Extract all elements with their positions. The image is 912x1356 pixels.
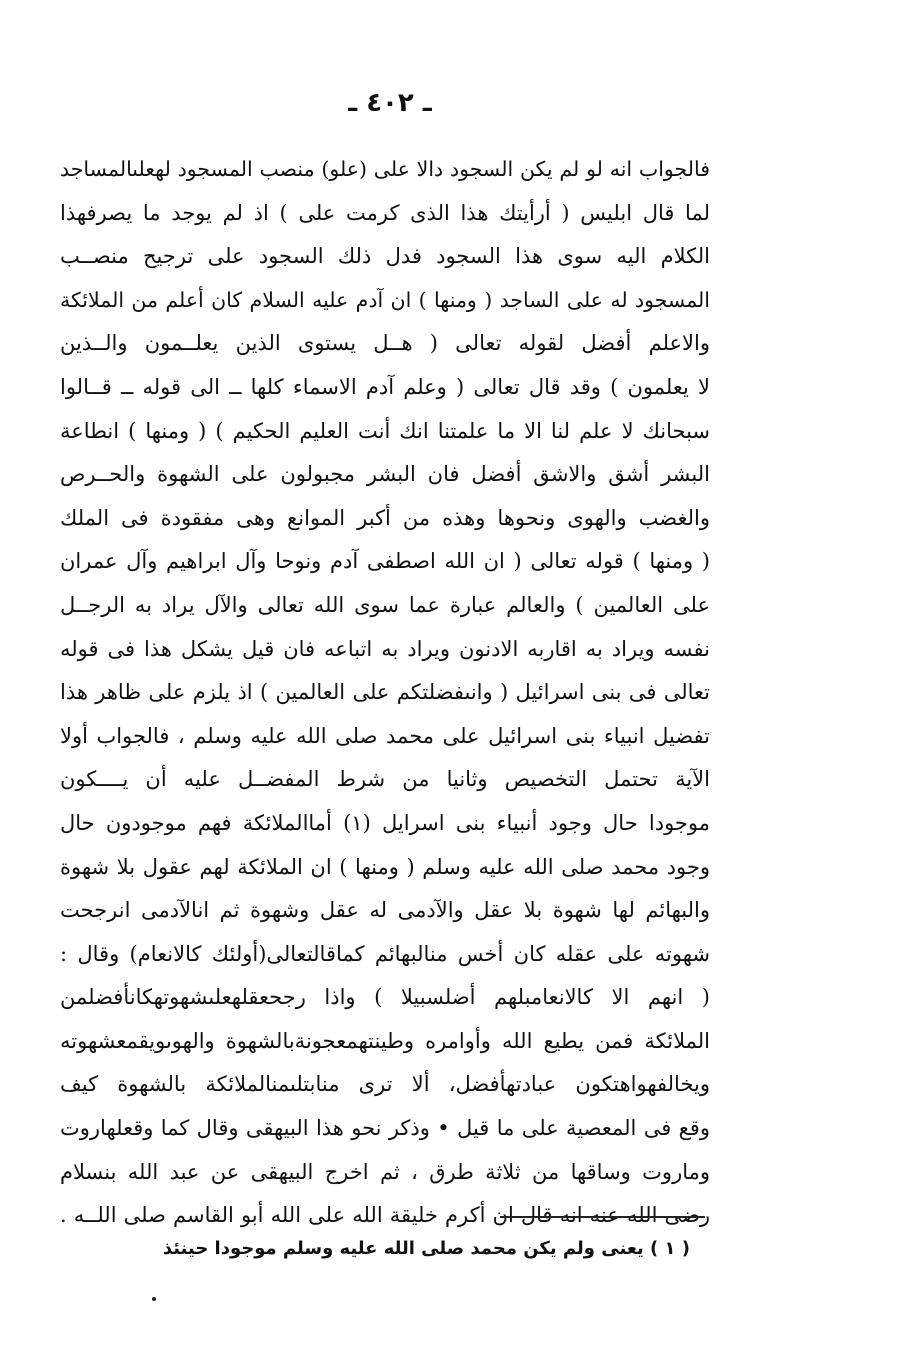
ink-speck	[152, 1297, 156, 1301]
footnote-divider	[500, 1216, 705, 1218]
text-line: على العالمين ) والعالم عبارة عما سوى الله تعالى والآل يراد به الرجــل	[60, 592, 710, 617]
body-text	[60, 148, 710, 1238]
text-line: وماروت وساقها من ثلاثة طرق ، ثم اخرج البيهقى عن عبد الله بنسلام	[60, 1159, 710, 1184]
text-line: وجود محمد صلى الله عليه وسلم ( ومنها ) ان الملائكة لهم عقول بلا شهوة	[60, 854, 710, 879]
page-number: ـ ٤٠٢ ـ	[348, 88, 432, 118]
text-line: سبحانك لا علم لنا الا ما علمتنا انك أنت العليم الحكيم ) ( ومنها ) انطاعة	[60, 418, 710, 443]
text-line: فالجواب انه لو لم يكن السجود دالا على (علو) منصب المسجود لهعلىالمساجد	[60, 157, 710, 181]
text-line: لما قال ابليس ( أرأيتك هذا الذى كرمت على ) اذ لم يوجد ما يصرفهذا	[60, 200, 710, 225]
text-line: رضى الله عنه انه قال ان أكرم خليقة الله على الله أبو القاسم صلى اللــه .	[60, 1203, 710, 1228]
text-line: تعالى فى بنى اسرائيل ( وانىفضلتكم على العالمين ) اذ يلزم على ظاهر هذا	[60, 680, 710, 705]
text-line: موجودا حال وجود أنبياء بنى اسرايل (١) أماالملائكة فهم موجودون حال	[60, 810, 710, 835]
text-line: والاعلم أفضل لقوله تعالى ( هــل يستوى الذين يعلــمون والــذين	[60, 331, 710, 356]
text-line: البشر أشق والاشق أفضل فان البشر مجبولون على الشهوة والحــرص	[60, 462, 710, 487]
text-line: شهوته على عقله كان أخس منالبهائم كماقالتعالى(أولئك كالانعام) وقال :	[60, 941, 710, 966]
text-line: الملائكة فمن يطيع الله وأوامره وطينتهمعجونةبالشهوة والهوىويقمعشهوته	[60, 1028, 710, 1053]
text-line: المسجود له على الساجد ( ومنها ) ان آدم عليه السلام كان أعلم من الملائكة	[60, 287, 710, 312]
text-line: ( انهم الا كالانعامبلهم أضلسبيلا ) واذا رجحعقلهعلىشهوتهكانأفضلمن	[60, 985, 710, 1010]
text-line: الآية تحتمل التخصيص وثانيا من شرط المفضــل عليه أن يــــكون	[60, 767, 710, 792]
footnote: ( ١ ) يعنى ولم يكن محمد صلى الله عليه وسلم موجودا حينئذ	[162, 1238, 690, 1259]
text-line: ( ومنها ) قوله تعالى ( ان الله اصطفى آدم ونوحا وآل ابراهيم وآل عمران	[60, 549, 710, 574]
text-line: الكلام اليه سوى هذا السجود فدل ذلك السجود على ترجيح منصــب	[60, 244, 710, 269]
text-line: والغضب والهوى ونحوها وهذه من أكبر الموانع وهى مفقودة فى الملك	[60, 505, 710, 530]
text-line: نفسه ويراد به اقاربه الادنون ويراد به اتباعه فان قيل يشكل هذا فى قوله	[60, 636, 710, 661]
text-line: ويخالفهواهتكون عبادتهأفضل، ألا ترى منابتلىمنالملائكة بالشهوة كيف	[60, 1072, 710, 1097]
text-line: تفضيل انبياء بنى اسرائيل على محمد صلى الله عليه وسلم ، فالجواب أولا	[60, 723, 710, 748]
text-line: لا يعلمون ) وقد قال تعالى ( وعلم آدم الاسماء كلها ــ الى قوله ــ قــالوا	[60, 374, 710, 399]
text-line: والبهائم لها شهوة بلا عقل والآدمى له عقل وشهوة ثم انالآدمى انرجحت	[60, 898, 710, 923]
text-line: وقع فى المعصية على ما قيل • وذكر نحو هذا البيهقى وقال كما وقعلهاروت	[60, 1116, 710, 1141]
